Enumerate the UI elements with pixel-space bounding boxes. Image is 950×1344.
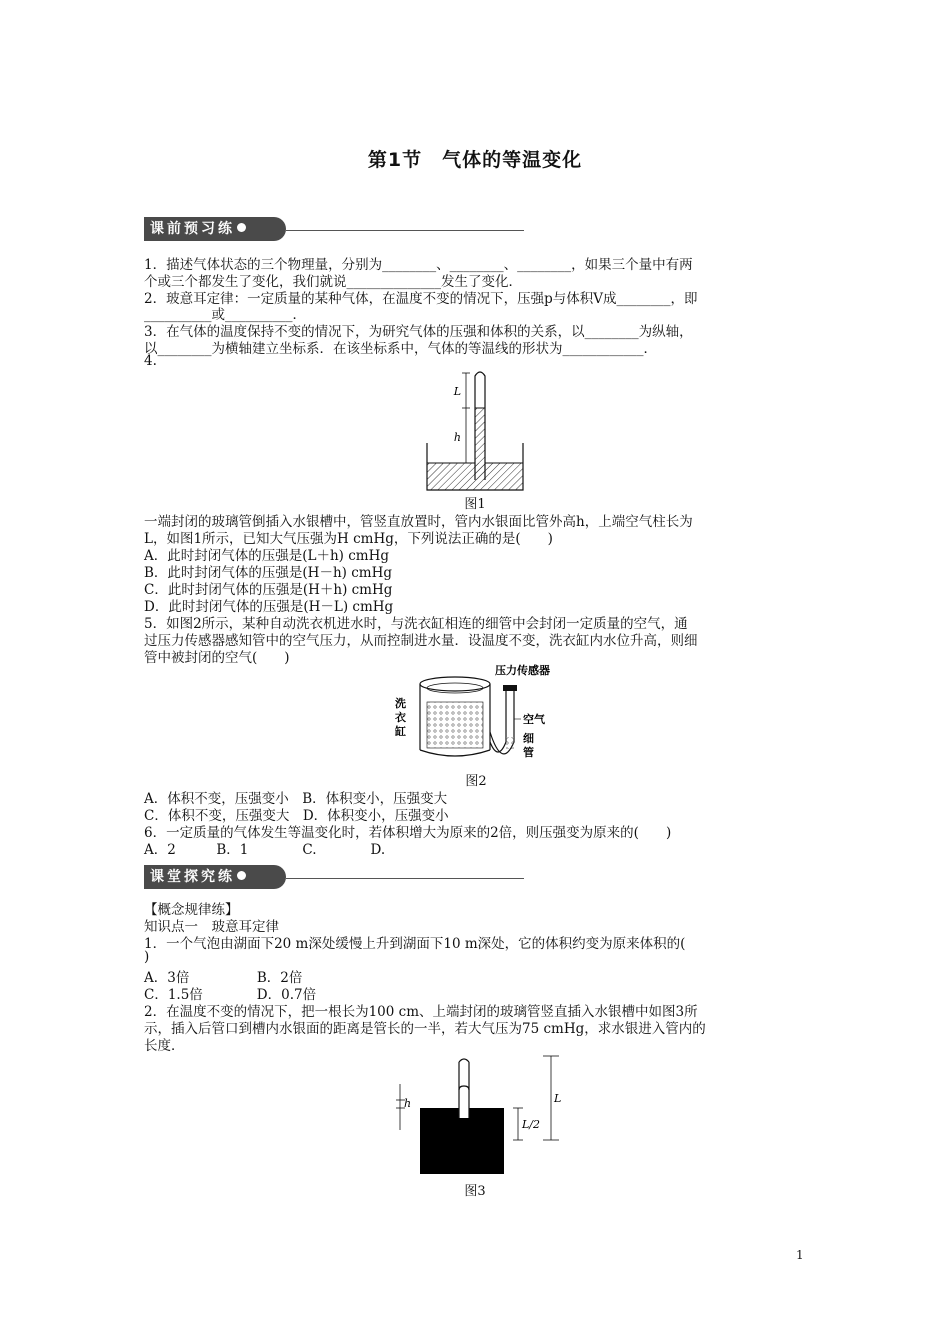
figure-2-caption: 图2 bbox=[465, 774, 487, 789]
page-title: 第1节 气体的等温变化 bbox=[367, 149, 583, 171]
text-line: A．2 B．1 C. D. bbox=[144, 842, 386, 858]
dot-icon bbox=[237, 871, 246, 880]
text-line: 3．在气体的温度保持不变的情况下，为研究气体的压强和体积的关系，以________为纵轴， bbox=[144, 324, 693, 340]
label-tube-2: 管 bbox=[523, 746, 534, 759]
text-line: 6．一定质量的气体发生等温变化时，若体积增大为原来的2倍，则压强变为原来的( ) bbox=[144, 825, 672, 841]
text-line: C．1.5倍 D．0.7倍 bbox=[144, 987, 317, 1003]
text-line: A．3倍 B．2倍 bbox=[144, 970, 303, 986]
text-line: 5．如图2所示，某种自动洗衣机进水时，与洗衣缸相连的细管中会封闭一定质量的空气，通 bbox=[144, 616, 688, 632]
text-line: 1．描述气体状态的三个物理量，分别为________、________、________，如果三个量中有两 bbox=[144, 257, 693, 273]
text-line: 【概念规律练】 bbox=[144, 902, 239, 918]
figure-2-washer-diagram bbox=[390, 662, 570, 772]
text-line: 2．在温度不变的情况下，把一根长为100 cm、上端封闭的玻璃管竖直插入水银槽中如图3所 bbox=[144, 1004, 698, 1020]
text-line: C．此时封闭气体的压强是(H＋h) cmHg bbox=[144, 582, 393, 598]
text-line: 以________为横轴建立坐标系．在该坐标系中，气体的等温线的形状为____________． bbox=[144, 341, 657, 357]
divider bbox=[286, 878, 524, 879]
label-h: h bbox=[404, 1097, 412, 1110]
section-banner-preview bbox=[144, 217, 524, 241]
text-line: 管中被封闭的空气( ) bbox=[144, 650, 290, 666]
section-banner-classroom bbox=[144, 865, 524, 889]
figure-3-tube-diagram bbox=[393, 1050, 573, 1180]
banner-label: 课前预习练 bbox=[144, 217, 286, 241]
text-line: 一端封闭的玻璃管倒插入水银槽中，管竖直放置时，管内水银面比管外高h，上端空气柱长为 bbox=[144, 514, 693, 530]
text-line: A．此时封闭气体的压强是(L＋h) cmHg bbox=[144, 548, 390, 564]
figure-1-tube-diagram bbox=[425, 368, 525, 498]
text-line: L，如图1所示，已知大气压强为H cmHg，下列说法正确的是( ) bbox=[144, 531, 553, 547]
figure-1-caption: 图1 bbox=[464, 497, 486, 512]
text-line: 2．玻意耳定律：一定质量的某种气体，在温度不变的情况下，压强p与体积V成________，即 bbox=[144, 291, 698, 307]
text-line: 示，插入后管口到槽内水银面的距离是管长的一半，若大气压为75 cmHg，求水银进入管内的 bbox=[144, 1021, 706, 1037]
text-line: 知识点一 玻意耳定律 bbox=[144, 919, 279, 935]
label-L: L bbox=[554, 1092, 562, 1105]
text-line: 长度． bbox=[144, 1038, 185, 1054]
banner-label: 课堂探究练 bbox=[144, 865, 286, 889]
figure-3-caption: 图3 bbox=[464, 1184, 486, 1199]
text-line: 个或三个都发生了变化，我们就说______________发生了变化． bbox=[144, 274, 522, 290]
label-air: 空气 bbox=[523, 713, 545, 726]
text-line: 1．一个气泡由湖面下20 m深处缓慢上升到湖面下10 m深处，它的体积约变为原来体积的( bbox=[144, 936, 686, 952]
label-L: L bbox=[453, 385, 461, 398]
text-line: C．体积不变，压强变大 D．体积变小，压强变小 bbox=[144, 808, 449, 824]
text-line: ) bbox=[144, 949, 150, 965]
text-line: D．此时封闭气体的压强是(H－L) cmHg bbox=[144, 599, 394, 615]
dot-icon bbox=[237, 223, 246, 232]
label-tub-2: 衣 bbox=[395, 711, 406, 724]
divider bbox=[286, 230, 524, 231]
text-line: A．体积不变，压强变小 B．体积变小，压强变大 bbox=[144, 791, 448, 807]
label-h: h bbox=[453, 431, 461, 444]
label-tub-1: 洗 bbox=[395, 697, 406, 710]
label-sensor: 压力传感器 bbox=[495, 664, 550, 677]
label-tube-1: 细 bbox=[523, 732, 534, 745]
text-line: 过压力传感器感知管中的空气压力，从而控制进水量．设温度不变，洗衣缸内水位升高，则细 bbox=[144, 633, 698, 649]
text-line: B．此时封闭气体的压强是(H－h) cmHg bbox=[144, 565, 392, 581]
page-number: 1 bbox=[796, 1248, 804, 1262]
text-line: __________或__________． bbox=[144, 307, 306, 323]
label-tub-3: 缸 bbox=[395, 725, 406, 738]
text-line: 4. bbox=[144, 353, 157, 369]
label-L2: L/2 bbox=[522, 1118, 541, 1131]
